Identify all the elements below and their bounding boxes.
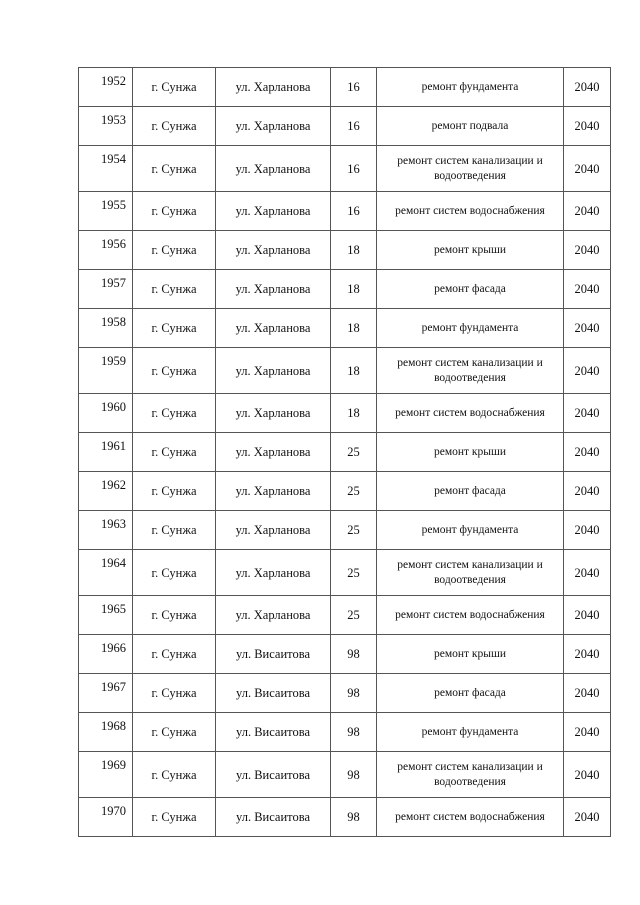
work-type-cell: ремонт крыши — [377, 433, 564, 472]
street-cell: ул. Висаитова — [216, 674, 331, 713]
street-cell: ул. Харланова — [216, 192, 331, 231]
house-number-cell: 18 — [331, 348, 377, 394]
year-cell: 2040 — [564, 511, 611, 550]
street-cell: ул. Висаитова — [216, 635, 331, 674]
work-type-cell: ремонт систем канализации и водоотведения — [377, 348, 564, 394]
street-cell: ул. Харланова — [216, 270, 331, 309]
year-cell: 2040 — [564, 433, 611, 472]
row-number-cell: 1953 — [79, 107, 133, 146]
row-number-cell: 1964 — [79, 550, 133, 596]
street-cell: ул. Харланова — [216, 394, 331, 433]
repair-schedule-table — [78, 67, 611, 837]
city-cell: г. Сунжа — [133, 433, 216, 472]
house-number-cell: 16 — [331, 146, 377, 192]
year-cell: 2040 — [564, 550, 611, 596]
year-cell: 2040 — [564, 798, 611, 837]
street-cell: ул. Висаитова — [216, 752, 331, 798]
work-type-cell: ремонт систем водоснабжения — [377, 394, 564, 433]
work-type-cell: ремонт систем водоснабжения — [377, 596, 564, 635]
table-body — [79, 68, 611, 837]
house-number-cell: 98 — [331, 674, 377, 713]
row-number-cell: 1956 — [79, 231, 133, 270]
work-type-cell: ремонт крыши — [377, 635, 564, 674]
row-number-cell: 1963 — [79, 511, 133, 550]
city-cell: г. Сунжа — [133, 511, 216, 550]
street-cell: ул. Харланова — [216, 231, 331, 270]
city-cell: г. Сунжа — [133, 192, 216, 231]
street-cell: ул. Харланова — [216, 348, 331, 394]
work-type-cell: ремонт фундамента — [377, 309, 564, 348]
street-cell: ул. Харланова — [216, 309, 331, 348]
row-number-cell: 1965 — [79, 596, 133, 635]
city-cell: г. Сунжа — [133, 231, 216, 270]
street-cell: ул. Харланова — [216, 107, 331, 146]
row-number-cell: 1962 — [79, 472, 133, 511]
city-cell: г. Сунжа — [133, 713, 216, 752]
row-number-cell: 1969 — [79, 752, 133, 798]
year-cell: 2040 — [564, 309, 611, 348]
street-cell: ул. Харланова — [216, 596, 331, 635]
house-number-cell: 18 — [331, 231, 377, 270]
year-cell: 2040 — [564, 752, 611, 798]
work-type-cell: ремонт крыши — [377, 231, 564, 270]
year-cell: 2040 — [564, 348, 611, 394]
work-type-cell: ремонт систем водоснабжения — [377, 192, 564, 231]
street-cell: ул. Харланова — [216, 433, 331, 472]
work-type-cell: ремонт фундамента — [377, 511, 564, 550]
city-cell: г. Сунжа — [133, 752, 216, 798]
house-number-cell: 98 — [331, 713, 377, 752]
row-number-cell: 1966 — [79, 635, 133, 674]
street-cell: ул. Харланова — [216, 511, 331, 550]
row-number-cell: 1967 — [79, 674, 133, 713]
city-cell: г. Сунжа — [133, 107, 216, 146]
row-number-cell: 1970 — [79, 798, 133, 837]
year-cell: 2040 — [564, 713, 611, 752]
year-cell: 2040 — [564, 107, 611, 146]
table-row — [79, 231, 611, 270]
table-row — [79, 713, 611, 752]
house-number-cell: 18 — [331, 394, 377, 433]
work-type-cell: ремонт фасада — [377, 674, 564, 713]
table-row — [79, 309, 611, 348]
city-cell: г. Сунжа — [133, 270, 216, 309]
row-number-cell: 1952 — [79, 68, 133, 107]
table-row — [79, 635, 611, 674]
city-cell: г. Сунжа — [133, 596, 216, 635]
table-row — [79, 107, 611, 146]
row-number-cell: 1960 — [79, 394, 133, 433]
house-number-cell: 25 — [331, 596, 377, 635]
work-type-cell: ремонт фундамента — [377, 713, 564, 752]
table-row — [79, 674, 611, 713]
year-cell: 2040 — [564, 231, 611, 270]
year-cell: 2040 — [564, 270, 611, 309]
city-cell: г. Сунжа — [133, 68, 216, 107]
table-row — [79, 596, 611, 635]
city-cell: г. Сунжа — [133, 348, 216, 394]
row-number-cell: 1955 — [79, 192, 133, 231]
table-row — [79, 798, 611, 837]
work-type-cell: ремонт систем водоснабжения — [377, 798, 564, 837]
city-cell: г. Сунжа — [133, 550, 216, 596]
house-number-cell: 16 — [331, 192, 377, 231]
work-type-cell: ремонт систем канализации и водоотведения — [377, 146, 564, 192]
row-number-cell: 1957 — [79, 270, 133, 309]
year-cell: 2040 — [564, 146, 611, 192]
house-number-cell: 18 — [331, 270, 377, 309]
work-type-cell: ремонт фасада — [377, 472, 564, 511]
work-type-cell: ремонт фасада — [377, 270, 564, 309]
table-row — [79, 192, 611, 231]
city-cell: г. Сунжа — [133, 309, 216, 348]
street-cell: ул. Харланова — [216, 550, 331, 596]
table-row — [79, 68, 611, 107]
city-cell: г. Сунжа — [133, 674, 216, 713]
city-cell: г. Сунжа — [133, 394, 216, 433]
table-row — [79, 752, 611, 798]
street-cell: ул. Харланова — [216, 68, 331, 107]
work-type-cell: ремонт систем канализации и водоотведения — [377, 752, 564, 798]
street-cell: ул. Висаитова — [216, 713, 331, 752]
table-row — [79, 146, 611, 192]
house-number-cell: 25 — [331, 511, 377, 550]
table-row — [79, 270, 611, 309]
house-number-cell: 16 — [331, 107, 377, 146]
year-cell: 2040 — [564, 674, 611, 713]
table-row — [79, 511, 611, 550]
row-number-cell: 1959 — [79, 348, 133, 394]
street-cell: ул. Харланова — [216, 146, 331, 192]
year-cell: 2040 — [564, 635, 611, 674]
year-cell: 2040 — [564, 472, 611, 511]
work-type-cell: ремонт подвала — [377, 107, 564, 146]
work-type-cell: ремонт систем канализации и водоотведения — [377, 550, 564, 596]
house-number-cell: 25 — [331, 472, 377, 511]
house-number-cell: 25 — [331, 433, 377, 472]
row-number-cell: 1968 — [79, 713, 133, 752]
year-cell: 2040 — [564, 192, 611, 231]
work-type-cell: ремонт фундамента — [377, 68, 564, 107]
table-row — [79, 550, 611, 596]
city-cell: г. Сунжа — [133, 146, 216, 192]
table-row — [79, 348, 611, 394]
table-row — [79, 394, 611, 433]
year-cell: 2040 — [564, 394, 611, 433]
row-number-cell: 1954 — [79, 146, 133, 192]
house-number-cell: 16 — [331, 68, 377, 107]
table-row — [79, 472, 611, 511]
table-row — [79, 433, 611, 472]
house-number-cell: 98 — [331, 752, 377, 798]
city-cell: г. Сунжа — [133, 798, 216, 837]
year-cell: 2040 — [564, 68, 611, 107]
house-number-cell: 25 — [331, 550, 377, 596]
city-cell: г. Сунжа — [133, 472, 216, 511]
row-number-cell: 1958 — [79, 309, 133, 348]
house-number-cell: 18 — [331, 309, 377, 348]
street-cell: ул. Харланова — [216, 472, 331, 511]
house-number-cell: 98 — [331, 635, 377, 674]
street-cell: ул. Висаитова — [216, 798, 331, 837]
city-cell: г. Сунжа — [133, 635, 216, 674]
year-cell: 2040 — [564, 596, 611, 635]
house-number-cell: 98 — [331, 798, 377, 837]
row-number-cell: 1961 — [79, 433, 133, 472]
